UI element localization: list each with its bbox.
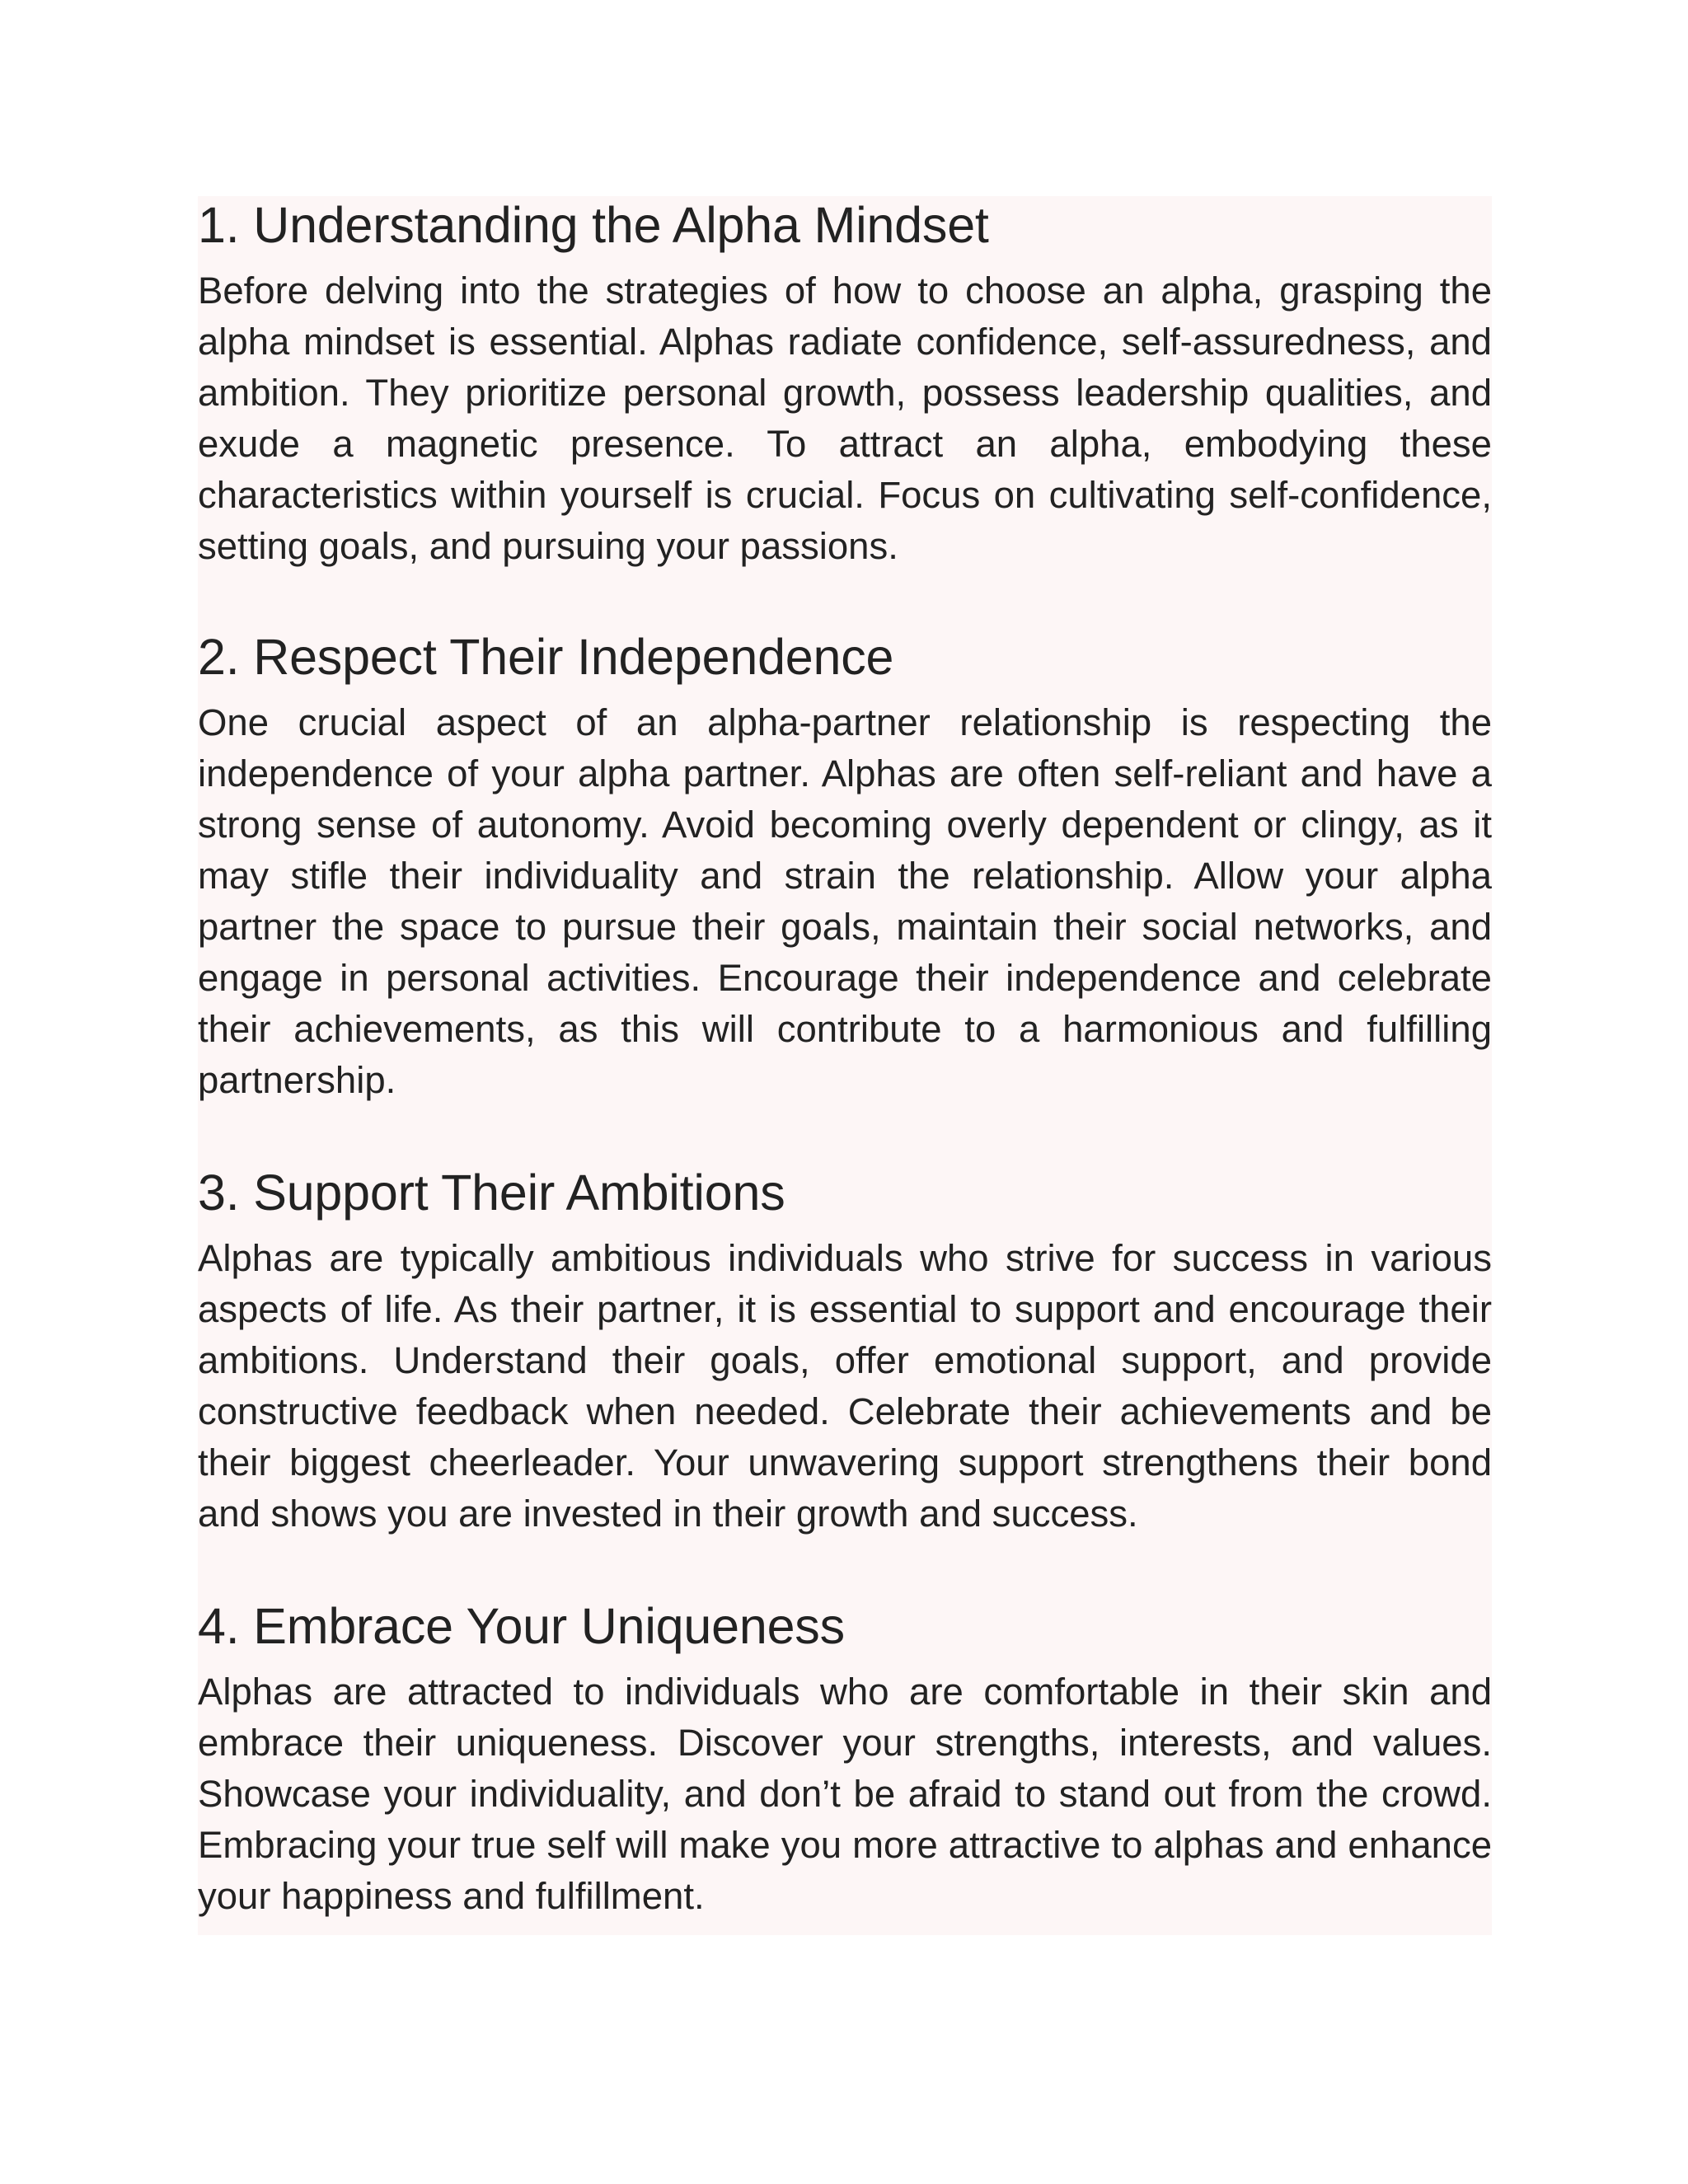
section-body: Alphas are typically ambitious individuals who strive for success in various aspects of life. As their partner, it is essential to support and encourage their ambitions. Understand their goals, offer emotional support, and provide constructive feedback when needed. Celebrate their achievements and be their biggest cheerleader. Your unwavering support strengthens their bond and shows you are invested in their growth and success. <box>198 1237 1492 1535</box>
section-body: Alphas are attracted to individuals who are comfortable in their skin and embrace their uniqueness. Discover your strengths, interests, and values. Showcase your individuality, and don’t be afraid to stand out from the crowd. Embracing your true self will make you more attractive to alphas and enhance your happiness and fulfillment. <box>198 1671 1492 1917</box>
document-content <box>198 196 1492 1935</box>
section-heading: 1. Understanding the Alpha Mindset <box>198 197 989 253</box>
section-respect-independence <box>198 628 1492 1106</box>
section-heading: 3. Support Their Ambitions <box>198 1165 785 1221</box>
section-body: One crucial aspect of an alpha-partner relationship is respecting the independence of your alpha partner. Alphas are often self-reliant and have a strong sense of autonomy. Avoid becoming overly dependent or clingy, as it may stifle their individuality and strain the relationship. Allow your alpha partner the space to pursue their goals, maintain their social networks, and engage in personal activities. Encourage their independence and celebrate their achievements, as this will contribute to a harmonious and fulfilling partnership. <box>198 701 1492 1101</box>
section-body: Before delving into the strategies of how to choose an alpha, grasping the alpha mindset is essential. Alphas radiate confidence, self-assuredness, and ambition. They prioritize personal growth, possess leadership qualities, and exude a magnetic presence. To attract an alpha, embodying these characteristics within yourself is crucial. Focus on cultivating self-confidence, setting goals, and pursuing your passions. <box>198 269 1492 567</box>
section-heading: 2. Respect Their Independence <box>198 629 894 685</box>
section-understanding-alpha-mindset <box>198 196 1492 572</box>
section-support-ambitions <box>198 1164 1492 1540</box>
section-embrace-uniqueness <box>198 1597 1492 1922</box>
section-heading: 4. Embrace Your Uniqueness <box>198 1598 845 1654</box>
